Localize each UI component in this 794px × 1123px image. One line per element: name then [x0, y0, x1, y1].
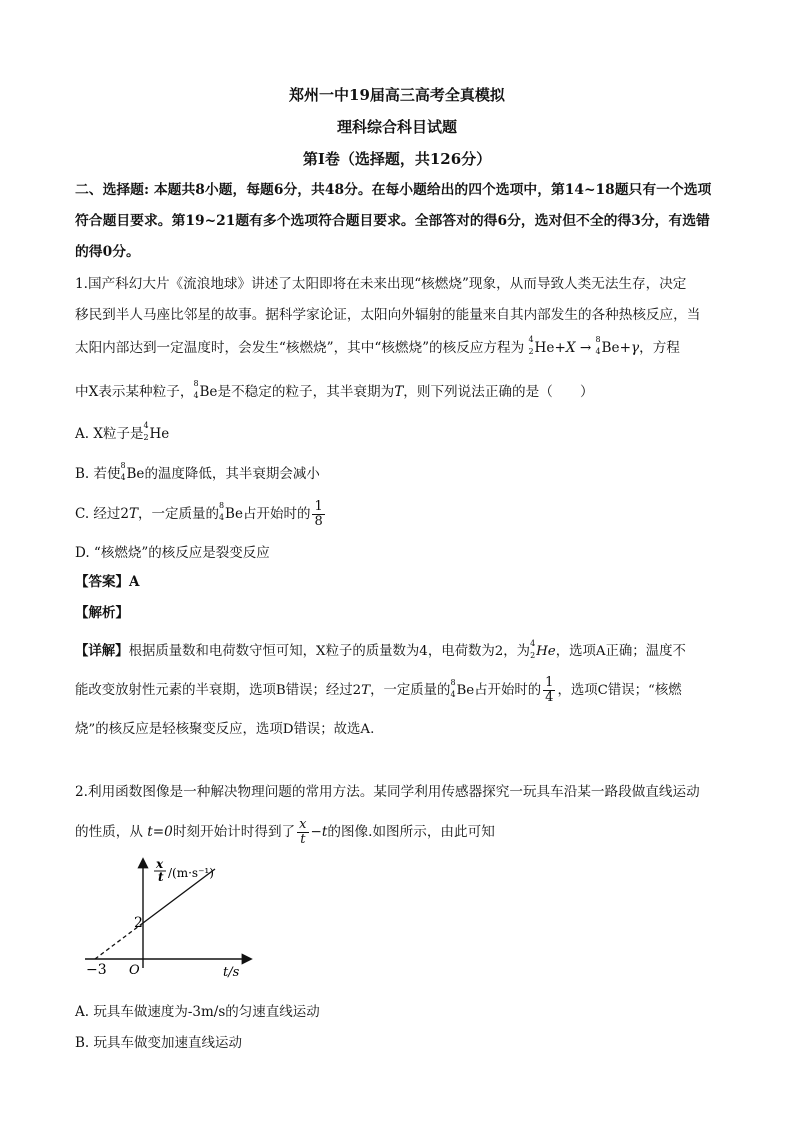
q1-option-a: A. X粒子是 4 2 He: [75, 421, 170, 442]
x-tick-label: −3: [86, 962, 107, 978]
y-axis-unit: /(m·s⁻¹): [168, 866, 214, 880]
q1-option-c: C. 经过2T，一定质量的 8 4 Be占开始时的 $\frac{1}{8}$: [75, 499, 323, 529]
q2-option-b: B. 玩具车做变加速直线运动: [75, 1035, 243, 1051]
series-line-1: [95, 923, 143, 959]
origin-label: O: [129, 963, 140, 978]
q1-line-2: 移民到半人马座比邻星的故事。据科学家论证，太阳向外辐射的能量来自其内部发生的各种热核反应，当: [75, 307, 701, 323]
instructions-line-2: 符合题目要求。第19~21题有多个选项符合题目要求。全部答对的得6分，选对但不全的得3分，有选错: [75, 213, 710, 229]
q1-detail-line-2: 能改变放射性元素的半衰期，选项B错误；经过2T，一定质量的 8 4 Be占开始时的 $\frac{1}{4}$ ，选项C错误；“核燃: [75, 675, 682, 705]
q1-option-d: D. “核燃烧”的核反应是裂变反应: [75, 545, 270, 561]
q2-option-a: A. 玩具车做速度为-3m/s的匀速直线运动: [75, 1004, 320, 1020]
q2-line-2: 的性质，从 t=0时刻开始计时得到了 $\frac{x}{t}$ −t的图像.如图所示，由此可知: [75, 817, 495, 847]
instructions-line-3: 的得0分。: [75, 244, 140, 260]
q1-answer: 【答案】A: [75, 574, 140, 590]
q1-analysis-heading: 【解析】: [75, 605, 129, 621]
beryllium-nucleus: 8 4 Be: [595, 335, 620, 356]
xt-t-graph: [80, 850, 270, 980]
y-axis-label-num: x: [156, 857, 164, 871]
paper-title: 理科综合科目试题: [336, 118, 457, 136]
helium-nucleus: 4 2 He: [528, 335, 555, 356]
school-title: 郑州一中19届高三高考全真模拟: [289, 86, 505, 104]
q1-option-b: B. 若使 8 4 Be的温度降低，其半衰期会减小: [75, 461, 320, 482]
q1-line-4: 中X表示某种粒子， 8 4 Be是不稳定的粒子，其半衰期为T，则下列说法正确的是（ ）: [75, 379, 594, 400]
instructions-line-1: 二、选择题: 本题共8小题，每题6分，共48分。在每小题给出的四个选项中，第14~18题只有一个选项: [75, 182, 712, 198]
section-title: 第Ⅰ卷（选择题，共126分）: [302, 150, 492, 168]
q2-line-1: 2.利用函数图像是一种解决物理问题的常用方法。某同学利用传感器探究一玩具车沿某一路段做直线运动: [75, 784, 700, 800]
q1-line-1: 1.国产科幻大片《流浪地球》讲述了太阳即将在未来出现“核燃烧”现象，从而导致人类无法生存，决定: [75, 276, 687, 292]
x-axis-label: t/s: [223, 965, 240, 980]
q1-line-3: 太阳内部达到一定温度时，会发生“核燃烧”，其中“核燃烧”的核反应方程为 4 2 He+X → 8 4 Be+γ，方程: [75, 335, 680, 356]
q1-detail-line-3: 烧”的核反应是轻核聚变反应，选项D错误；故选A.: [75, 722, 375, 737]
y-axis-label-den: t: [158, 870, 164, 884]
series-layer: [95, 869, 215, 959]
y-tick-label: 2: [134, 915, 143, 931]
q1-detail-line-1: 【详解】根据质量数和电荷数守恒可知，X粒子的质量数为4，电荷数为2，为 4 2 He，选项A正确；温度不: [75, 639, 686, 660]
